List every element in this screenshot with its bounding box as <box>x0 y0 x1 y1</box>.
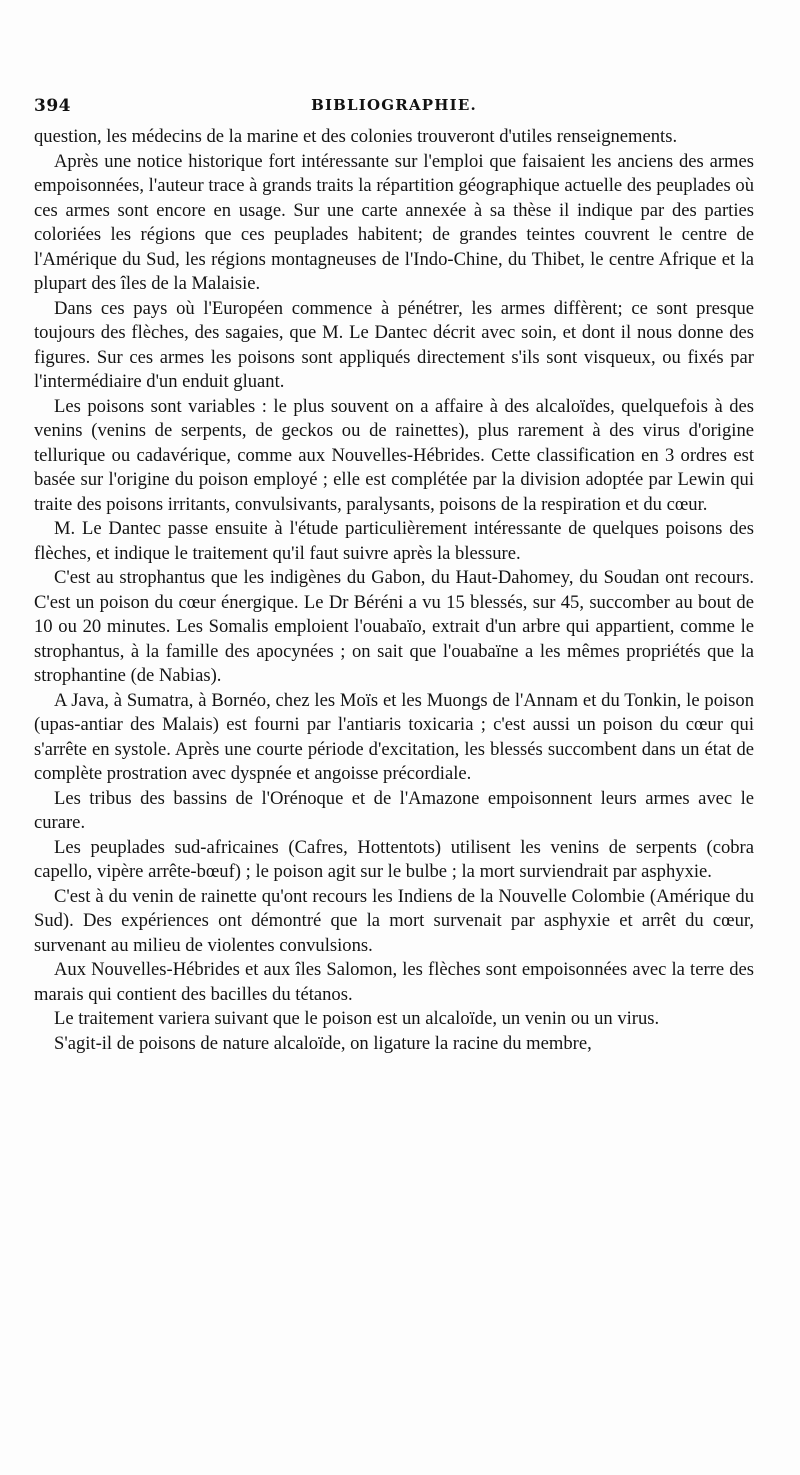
body-text <box>34 125 754 1056</box>
paragraph: Le traitement variera suivant que le poison est un alcaloïde, un venin ou un virus. <box>54 1008 660 1029</box>
paragraph: S'agit-il de poisons de nature alcaloïde, on ligature la racine du membre, <box>54 1032 592 1054</box>
paragraph: Dans ces pays où l'Européen commence à pénétrer, les armes diffèrent; ce sont presque toujours des flèches, des sagaies, que M. Le Dantec décrit avec soin, et dont il nous donne des figures. Sur ces armes les poisons sont appliqués directement s'ils sont visqueux, ou fixés par l'intermédiaire d'un enduit gluant. <box>34 297 754 392</box>
paragraph: C'est au strophantus que les indigènes du Gabon, du Haut-Dahomey, du Soudan ont recours. C'est un poison du cœur énergique. Le Dr Béréni a vu 15 blessés, sur 45, succomber au bout de 10 ou 20 minutes. Les Somalis emploient l'ouabaïo, extrait d'un arbre qui appartient, comme le strophantus, à la famille des apocynées ; on sait que l'ouabaïne a les mêmes propriétés que la strophantine (de Nabias). <box>34 567 754 686</box>
paragraph: question, les médecins de la marine et des colonies trouveront d'utiles renseignements. <box>34 126 678 147</box>
paragraph: Les poisons sont variables : le plus souvent on a affaire à des alcaloïdes, quelquefois à des venins (venins de serpents, de geckos ou de rainettes), plus rarement à des virus d'origine tellurique ou cadavérique, comme aux Nouvelles-Hébrides. Cette classification en 3 ordres est basée sur l'origine du poison employé ; elle est complétée par la division adoptée par Lewin qui traite des poisons irritants, convulsivants, paralysants, poisons de la respiration et du cœur. <box>34 395 754 515</box>
running-title: BIBLIOGRAPHIE. <box>311 96 477 114</box>
page-number: 394 <box>34 96 71 116</box>
paragraph: Aux Nouvelles-Hébrides et aux îles Salomon, les flèches sont empoisonnées avec la terre des marais qui contient des bacilles du tétanos. <box>34 959 754 1005</box>
paragraph: Les tribus des bassins de l'Orénoque et de l'Amazone empoisonnent leurs armes avec le curare. <box>34 787 754 833</box>
page-header <box>34 96 754 120</box>
paragraph: C'est à du venin de rainette qu'ont recours les Indiens de la Nouvelle Colombie (Amérique du Sud). Des expériences ont démontré que la mort survenait par asphyxie et arrêt du cœur, survenant au milieu de violentes convulsions. <box>34 885 754 956</box>
paragraph: A Java, à Sumatra, à Bornéo, chez les Moïs et les Muongs de l'Annam et du Tonkin, le poison (upas-antiar des Malais) est fourni par l'antiaris toxicaria ; c'est aussi un poison du cœur qui s'arrête en systole. Après une courte période d'excitation, les blessés succombent dans un état de complète prostration avec dyspnée et angoisse précordiale. <box>34 689 754 784</box>
paragraph: Les peuplades sud-africaines (Cafres, Hottentots) utilisent les venins de serpents (cobra capello, vipère arrête-bœuf) ; le poison agit sur le bulbe ; la mort surviendrait par asphyxie. <box>34 836 754 882</box>
paragraph: Après une notice historique fort intéressante sur l'emploi que faisaient les anciens des armes empoisonnées, l'auteur trace à grands traits la répartition géographique actuelle des peuplades où ces armes sont encore en usage. Sur une carte annexée à sa thèse il indique par des parties coloriées les régions que ces peuplades habitent; de grandes teintes couvrent le centre de l'Amérique du Sud, les régions montagneuses de l'Indo-Chine, du Thibet, le centre Afrique et la plupart des îles de la Malaisie. <box>34 150 754 294</box>
paragraph: M. Le Dantec passe ensuite à l'étude particulièrement intéressante de quelques poisons des flèches, et indique le traitement qu'il faut suivre après la blessure. <box>34 518 754 564</box>
